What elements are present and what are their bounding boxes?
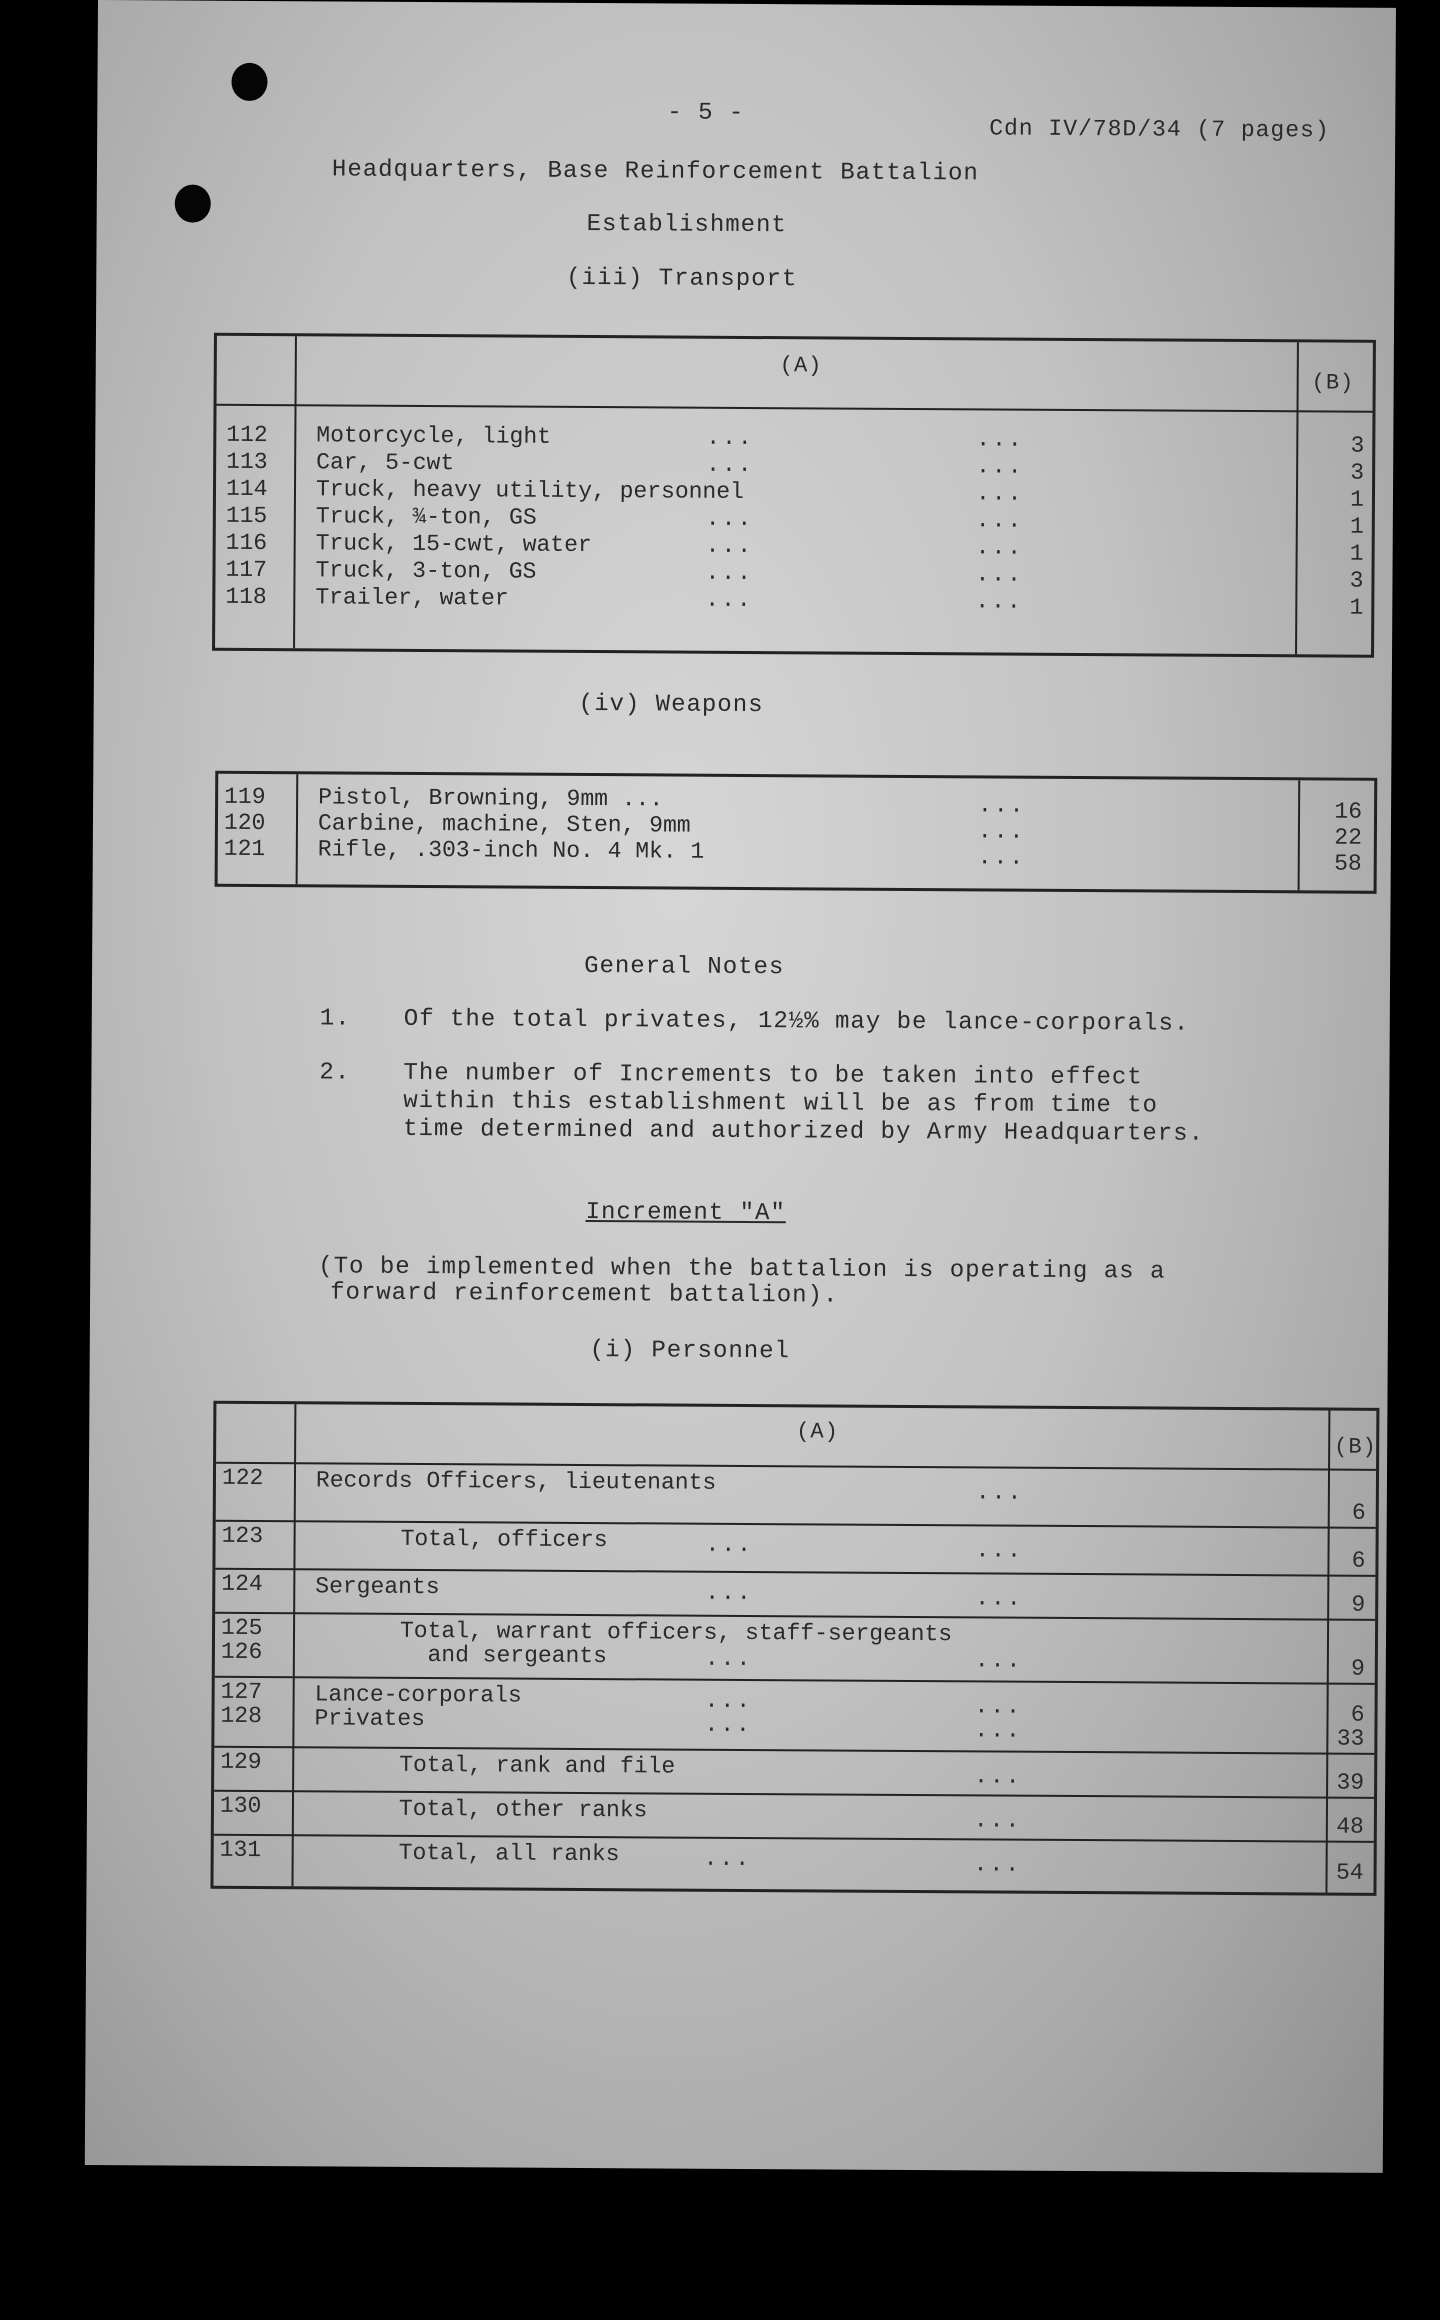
leader-dots: ...: [975, 588, 1023, 615]
increment-heading: Increment "A": [585, 1199, 786, 1228]
column-b-header: (B): [1311, 370, 1355, 396]
row-item: Rifle, .303-inch No. 4 Mk. 1: [317, 836, 705, 865]
row-item: Total, officers: [400, 1525, 608, 1554]
leader-dots: ...: [977, 818, 1026, 845]
row-divider: [216, 1520, 1376, 1529]
document-subtitle: Establishment: [586, 210, 787, 240]
row-item: Sergeants: [315, 1573, 440, 1601]
punch-hole: [231, 63, 267, 101]
row-item: Total, rank and file: [399, 1751, 676, 1780]
row-item: Carbine, machine, Sten, 9mm: [317, 810, 691, 839]
increment-description-line-1: (To be implemented when the battalion is operating as a: [318, 1253, 1166, 1286]
row-item: Trailer, water: [315, 584, 509, 612]
row-quantity: 39: [1336, 1769, 1365, 1796]
leader-dots: ...: [705, 532, 754, 560]
leader-dots: ...: [977, 844, 1026, 871]
row-quantity: 9: [1351, 1591, 1366, 1618]
row-number: 112: [226, 421, 268, 449]
row-item: Truck, heavy utility, personnel: [315, 476, 744, 505]
weapons-heading: (iv) Weapons: [578, 690, 764, 720]
row-number: 123: [221, 1522, 264, 1550]
leader-dots: ...: [975, 1537, 1024, 1564]
leader-dots: ...: [975, 534, 1024, 561]
leader-dots: ...: [706, 424, 754, 452]
leader-dots: ...: [976, 426, 1024, 453]
row-number: 116: [225, 529, 268, 557]
leader-dots: ...: [974, 1763, 1022, 1790]
document-title: Headquarters, Base Reinforcement Battalion: [331, 156, 979, 188]
row-quantity: 16: [1334, 798, 1363, 825]
leader-dots: ...: [975, 1479, 1024, 1506]
row-item: Total, warrant officers, staff-sergeants and sergeants: [399, 1617, 953, 1670]
row-item: Pistol, Browning, 9mm ...: [318, 784, 664, 813]
column-a-header: (A): [779, 353, 823, 379]
row-number: 124: [221, 1570, 263, 1598]
leader-dots: ...: [975, 561, 1024, 588]
column-a-header: (A): [796, 1419, 839, 1445]
note-2-line-3: time determined and authorized by Army Headquarters.: [403, 1115, 1205, 1148]
leader-dots: ...: [976, 453, 1024, 480]
column-b-header: (B): [1334, 1434, 1377, 1460]
row-number: 127 128: [220, 1678, 263, 1730]
row-number: 129: [220, 1748, 262, 1776]
row-item: Motorcycle, light: [316, 422, 552, 450]
row-number: 117: [225, 556, 268, 584]
row-divider: [214, 1834, 1374, 1843]
personnel-rows: [216, 1404, 1376, 1886]
row-number: 115: [225, 502, 268, 530]
leader-dots: ...: [703, 1845, 752, 1873]
row-number: 125 126: [220, 1614, 263, 1666]
row-quantity: 3: [1350, 459, 1365, 486]
leader-dots: ...: [705, 1579, 753, 1607]
note-2-line-2: within this establishment will be as from time to: [403, 1087, 1159, 1120]
note-1-number: 1.: [319, 1005, 351, 1033]
leader-dots: ... ...: [974, 1693, 1023, 1744]
row-quantity: 6: [1351, 1547, 1366, 1574]
transport-heading: (iii) Transport: [566, 264, 798, 294]
row-number: 120: [223, 809, 266, 837]
leader-dots: ...: [973, 1851, 1022, 1878]
leader-dots: ...: [705, 1531, 754, 1559]
note-2-number: 2.: [319, 1059, 351, 1087]
row-number: 118: [225, 583, 267, 611]
leader-dots: ...: [704, 1645, 753, 1673]
row-quantity: 1: [1349, 540, 1364, 567]
leader-dots: ...: [705, 586, 753, 614]
row-quantity: 3: [1349, 567, 1364, 594]
general-notes-heading: General Notes: [584, 952, 785, 982]
row-item: Truck, ¾-ton, GS: [315, 503, 537, 531]
document-page: [85, 0, 1396, 2173]
reference-number: Cdn IV/78D/34 (7 pages): [989, 115, 1330, 144]
weapons-table: [215, 771, 1378, 894]
row-item: Records Officers, lieutenants: [315, 1467, 717, 1496]
note-2-line-1: The number of Increments to be taken into effect: [403, 1059, 1143, 1092]
leader-dots: ...: [975, 1585, 1023, 1612]
leader-dots: ...: [706, 451, 754, 479]
row-item: Lance-corporals Privates: [314, 1681, 522, 1733]
row-item: Truck, 3-ton, GS: [315, 557, 537, 585]
row-number: 113: [226, 448, 268, 476]
note-1-text: Of the total privates, 12½% may be lance-corporals.: [403, 1005, 1190, 1038]
row-item: Truck, 15-cwt, water: [315, 530, 592, 559]
transport-table: [212, 333, 1376, 658]
row-item: Car, 5-cwt: [316, 449, 455, 477]
leader-dots: ...: [974, 1647, 1023, 1674]
transport-rows: [217, 336, 1373, 621]
row-quantity: 1: [1350, 486, 1365, 513]
personnel-heading: (i) Personnel: [589, 1337, 791, 1366]
row-quantity: 1: [1349, 594, 1364, 621]
row-item: Total, other ranks: [398, 1795, 648, 1824]
row-quantity: 58: [1334, 850, 1362, 877]
row-number: 131: [219, 1836, 262, 1864]
row-quantity: 3: [1350, 432, 1365, 459]
row-quantity: 9: [1350, 1655, 1365, 1682]
row-number: 119: [224, 783, 266, 811]
row-divider: [214, 1790, 1374, 1799]
row-quantity: 6: [1351, 1499, 1366, 1526]
leader-dots: ...: [975, 507, 1024, 534]
leader-dots: ...: [973, 1807, 1022, 1834]
row-number: 130: [219, 1792, 262, 1820]
leader-dots: ...: [705, 505, 754, 533]
row-quantity: 54: [1335, 1859, 1364, 1886]
weapons-rows: [218, 774, 1374, 877]
row-quantity: 22: [1334, 824, 1362, 851]
personnel-table: [210, 1401, 1379, 1896]
row-item: Total, all ranks: [398, 1839, 620, 1868]
increment-description-line-2: forward reinforcement battalion).: [330, 1279, 839, 1310]
row-number: 122: [221, 1464, 264, 1492]
leader-dots: ... ...: [704, 1687, 753, 1739]
row-quantity: 6 33: [1336, 1701, 1365, 1752]
leader-dots: ...: [975, 480, 1024, 507]
row-number: 121: [223, 835, 266, 863]
leader-dots: ...: [978, 792, 1026, 819]
row-divider: [214, 1746, 1374, 1755]
leader-dots: ...: [705, 559, 754, 587]
row-number: 114: [225, 475, 268, 503]
row-quantity: 1: [1349, 513, 1364, 540]
page-number: - 5 -: [667, 99, 745, 127]
row-quantity: 48: [1336, 1813, 1364, 1840]
punch-hole: [175, 184, 211, 222]
